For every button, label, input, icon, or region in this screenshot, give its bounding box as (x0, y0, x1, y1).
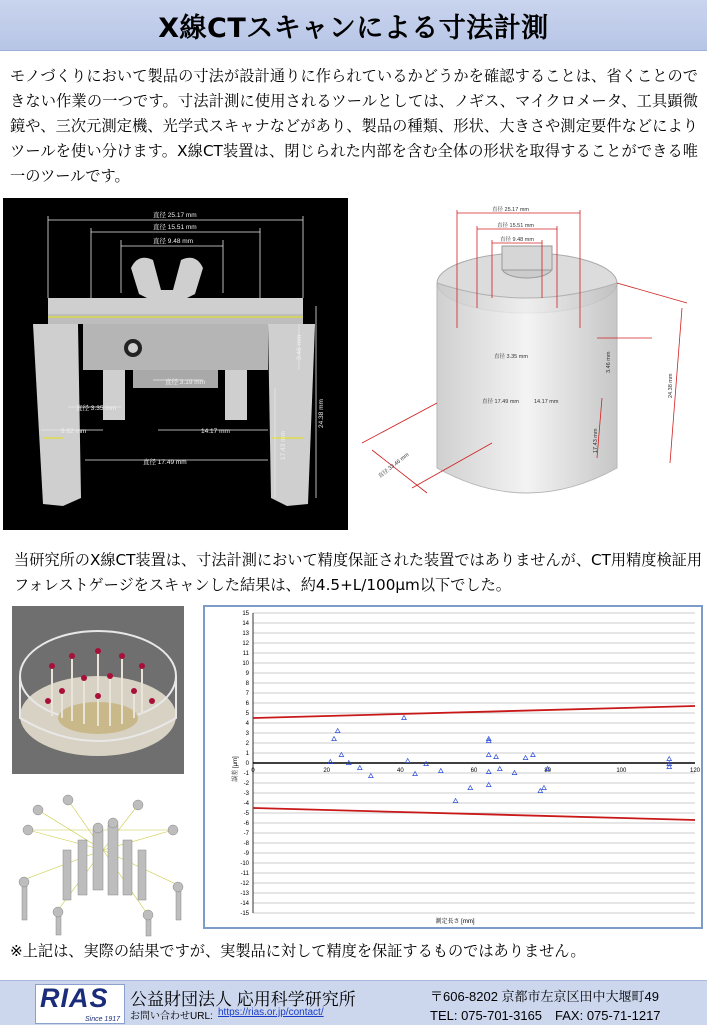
address-text: 〒606-8202 京都市左京区田中大堰町49 (430, 989, 660, 1004)
chart-x-tick-label: 100 (616, 768, 627, 774)
chart-y-tick-label: 9 (245, 671, 249, 677)
ct-right-label: 直径 17.49 mm (482, 399, 519, 405)
chart-point (667, 765, 672, 769)
chart-point (369, 774, 374, 778)
chart-y-tick-label: -3 (243, 791, 249, 797)
logo-text: RIAS (40, 983, 109, 1013)
footer (0, 980, 707, 1025)
chart-point (439, 769, 444, 773)
ct-left-label: 17.43 mm (280, 431, 287, 460)
ct-3d-render-image (352, 198, 704, 530)
chart-y-tick-label: -10 (240, 861, 249, 867)
chart-point (497, 767, 502, 771)
ct-left-label: 直径 17.49 mm (143, 459, 187, 466)
chart-y-tick-label: -4 (243, 801, 249, 807)
chart-point (453, 799, 458, 803)
org-name: 公益財団法人 応用科学研究所 (130, 990, 356, 1009)
chart-point (542, 786, 547, 790)
ct-left-label: 直径 3.35 mm (76, 405, 117, 412)
ct-right-label: 17.43 mm (593, 428, 599, 453)
chart-point (402, 716, 407, 720)
error-scatter-chart (203, 605, 703, 929)
chart-y-tick-label: 7 (245, 691, 249, 697)
chart-svg (205, 607, 701, 927)
gauge-measurement-render (8, 790, 194, 940)
chart-y-tick-label: -14 (240, 901, 249, 907)
chart-x-tick-label: 40 (396, 768, 404, 774)
chart-y-tick-label: -8 (243, 841, 249, 847)
ct-right-label: 14.17 mm (534, 399, 559, 405)
chart-y-tick-label: 11 (242, 651, 249, 657)
ct-left-label: 9.62 mm (61, 428, 87, 435)
chart-y-tick-label: 5 (245, 711, 249, 717)
chart-point (358, 766, 363, 770)
chart-y-tick-label: 8 (245, 681, 249, 687)
title-bar (0, 0, 707, 51)
chart-limit-line (253, 706, 695, 718)
ct-left-label: 直径 9.48 mm (153, 238, 194, 245)
ct-left-label: 直径 3.19 mm (165, 379, 206, 386)
chart-point (494, 755, 499, 759)
chart-y-tick-label: 12 (242, 641, 249, 647)
chart-point (512, 771, 517, 775)
chart-point (405, 759, 410, 763)
page-title: X線CTスキャンによる寸法計測 (158, 12, 549, 44)
ct-right-label: 直径 15.51 mm (497, 223, 534, 229)
chart-y-tick-label: 10 (242, 661, 249, 667)
chart-y-tick-label: -5 (243, 811, 249, 817)
chart-x-tick-label: 80 (544, 768, 552, 774)
chart-x-label: 測定長さ [mm] (435, 919, 475, 925)
ct-left-label: 直径 25.17 mm (153, 212, 197, 219)
chart-point (667, 757, 672, 761)
accuracy-paragraph: 当研究所のX線CT装置は、寸法計測において精度保証された装置ではありませんが、CT用精度検証用フォレストゲージをスキャンした結果は、約4.5+L/100μm以下でした。 (14, 551, 703, 594)
intro-paragraph: モノづくりにおいて製品の寸法が設計通りに作られているかどうかを確認することは、省くことのできない作業の一つです。寸法計測に使用されるツールとしては、ノギス、マイクロメータ、工具顕微鏡や、三次元測定機、光学式スキャナなどがあり、製品の種類、形状、大きさや測定要件などによりツールを使い分けます。X線CT装置は、閉じられた内部を含む全体の形状を取得することができる唯一のツールです。 (10, 67, 698, 185)
ct-cross-section-image (3, 198, 348, 530)
ct-right-label: 直径 33.46 mm (377, 452, 411, 480)
ct-left-label: 3.46 mm (296, 334, 303, 360)
chart-y-tick-label: 15 (242, 611, 249, 617)
ct-left-label: 24.38 mm (318, 399, 325, 428)
chart-y-tick-label: -6 (243, 821, 249, 827)
disclaimer-note: ※上記は、実際の結果ですが、実製品に対して精度を保証するものではありません。 (10, 942, 586, 960)
chart-y-tick-label: 6 (245, 701, 249, 707)
chart-y-tick-label: -11 (240, 871, 249, 877)
chart-x-tick-label: 0 (251, 768, 255, 774)
chart-y-tick-label: -9 (243, 851, 249, 857)
ct-right-label: 直径 25.17 mm (492, 207, 529, 213)
ct-right-label: 直径 9.48 mm (500, 237, 534, 243)
chart-y-tick-label: 2 (245, 741, 249, 747)
chart-limit-line (253, 808, 695, 820)
chart-x-tick-label: 20 (323, 768, 331, 774)
chart-y-tick-label: 3 (245, 731, 249, 737)
contact-label: お問い合わせURL: (130, 1011, 213, 1022)
chart-point (335, 729, 340, 733)
ct-left-label: 直径 15.51 mm (153, 224, 197, 231)
contact-url-link[interactable]: https://rias.or.jp/contact/ (218, 1007, 324, 1018)
chart-point (413, 772, 418, 776)
forest-gauge-photo (12, 606, 184, 774)
chart-point (523, 756, 528, 760)
chart-y-tick-label: 0 (245, 761, 249, 767)
chart-y-tick-label: 4 (245, 721, 249, 727)
ct-right-label: 直径 3.35 mm (494, 354, 528, 360)
chart-point (332, 737, 337, 741)
chart-x-tick-label: 60 (470, 768, 478, 774)
chart-y-tick-label: -12 (240, 881, 249, 887)
chart-x-tick-label: 120 (689, 768, 701, 774)
chart-y-tick-label: -15 (240, 911, 249, 917)
logo-since: Since 1917 (84, 1016, 120, 1023)
chart-y-tick-label: -7 (243, 831, 249, 837)
chart-y-tick-label: -13 (240, 891, 249, 897)
chart-y-tick-label: 14 (242, 621, 249, 627)
ct-left-label: 14.17 mm (201, 428, 230, 435)
chart-y-label: 誤差 [μm] (233, 756, 239, 782)
chart-y-tick-label: -2 (243, 781, 249, 787)
rias-logo (35, 984, 125, 1024)
chart-y-tick-label: 1 (245, 751, 249, 757)
chart-y-tick-label: 13 (242, 631, 249, 637)
ct-right-label: 3.46 mm (606, 351, 612, 373)
chart-point (468, 786, 473, 790)
phone-fax-text: TEL: 075-701-3165 FAX: 075-71-1217 (430, 1008, 661, 1023)
ct-right-label: 24.38 mm (668, 373, 674, 398)
chart-y-tick-label: -1 (243, 771, 249, 777)
